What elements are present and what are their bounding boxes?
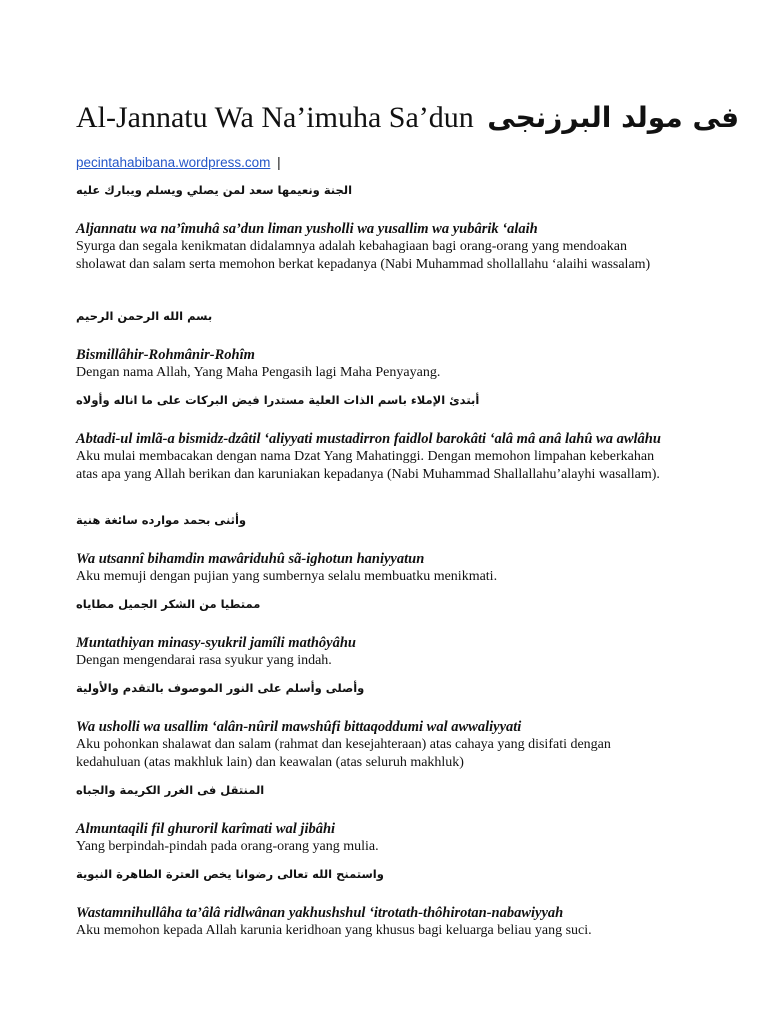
section-transliteration: Bismillâhir-Rohmânir-Rohîm [76, 347, 255, 363]
section-arabic: وأثنى بحمد موارده سائغة هنية [76, 513, 247, 527]
title-latin: Al-Jannatu Wa Na’imuha Sa’dun [76, 101, 474, 134]
section-transliteration: Wastamnihullâha ta’âlâ ridlwânan yakhushshul ‘itrotath-thôhirotan-nabawiyyah [76, 905, 564, 921]
section-8 [76, 866, 696, 940]
section-arabic: وأصلى وأسلم على النور الموصوف بالتقدم والأولية [76, 681, 365, 695]
section-transliteration: Wa usholli wa usallim ‘alân-nûril mawshûfi bittaqoddumi wal awwaliyyati [76, 719, 522, 735]
section-translation: Aku memuji dengan pujian yang sumbernya selalu membuatku menikmati. [76, 569, 498, 584]
section-7 [76, 782, 696, 856]
section-arabic: الجنة ونعيمها سعد لمن يصلي ويسلم ويبارك عليه [76, 183, 353, 197]
section-2 [76, 308, 696, 382]
section-arabic: واستمنح الله تعالى رضوانا يخص العترة الطاهرة النبوية [76, 867, 384, 881]
section-6 [76, 680, 696, 772]
section-transliteration: Muntathiyan minasy-syukril jamîli mathôyâhu [76, 635, 356, 651]
section-transliteration: Aljannatu wa na’îmuhâ sa’dun liman yusholli wa yusallim wa yubârik ‘alaih [76, 221, 538, 237]
section-translation: Dengan mengendarai rasa syukur yang indah. [76, 653, 332, 668]
section-translation: Syurga dan segala kenikmatan didalamnya adalah kebahagiaan bagi orang-orang yang mendoakan sholawat dan salam serta memohon berkat kepadanya (Nabi Muhammad shollallahu ‘alaihi wassalam) [76, 239, 651, 272]
section-arabic: المنتقل فى الغرر الكريمة والجباه [76, 783, 265, 797]
section-translation: Aku mulai membacakan dengan nama Dzat Yang Mahatinggi. Dengan memohon limpahan keberkahan atas apa yang Allah berikan dan karuniakan kepadanya (Nabi Muhammad Shallallahu’alayhi wasallam). [76, 449, 660, 482]
title-arabic: فى مولد البرزنجى [487, 101, 740, 134]
section-translation: Yang berpindah-pindah pada orang-orang yang mulia. [76, 839, 379, 854]
source-line [76, 154, 281, 172]
section-arabic: ممتطيا من الشكر الجميل مطاياه [76, 597, 261, 611]
section-5 [76, 596, 696, 670]
section-arabic: بسم الله الرحمن الرحيم [76, 309, 213, 323]
section-3 [76, 392, 696, 484]
page-title [76, 98, 739, 138]
source-link[interactable]: pecintahabibana.wordpress.com [76, 155, 271, 170]
section-translation: Aku pohonkan shalawat dan salam (rahmat dan kesejahteraan) atas cahaya yang disifati dengan kedahuluan (atas makhluk lain) dan keawalan (atas seluruh makhluk) [76, 737, 611, 770]
section-transliteration: Abtadi-ul imlã-a bismidz-dzâtil ‘aliyyati mustadirron faidlol barokâti ‘alâ mâ anâ lahû wa awlâhu [76, 431, 661, 447]
section-arabic: أبتدئ الإملاء باسم الذات العلية مستدرا فيض البركات على ما اناله وأولاه [76, 393, 480, 407]
section-translation: Dengan nama Allah, Yang Maha Pengasih lagi Maha Penyayang. [76, 365, 441, 380]
section-translation: Aku memohon kepada Allah karunia keridhoan yang khusus bagi keluarga beliau yang suci. [76, 923, 592, 938]
source-separator: | [277, 155, 281, 170]
section-transliteration: Almuntaqili fil ghuroril karîmati wal jibâhi [76, 821, 336, 837]
section-4 [76, 512, 696, 586]
section-1 [76, 182, 696, 274]
section-transliteration: Wa utsannî bihamdin mawâriduhû sã-ighotun haniyyatun [76, 551, 425, 567]
